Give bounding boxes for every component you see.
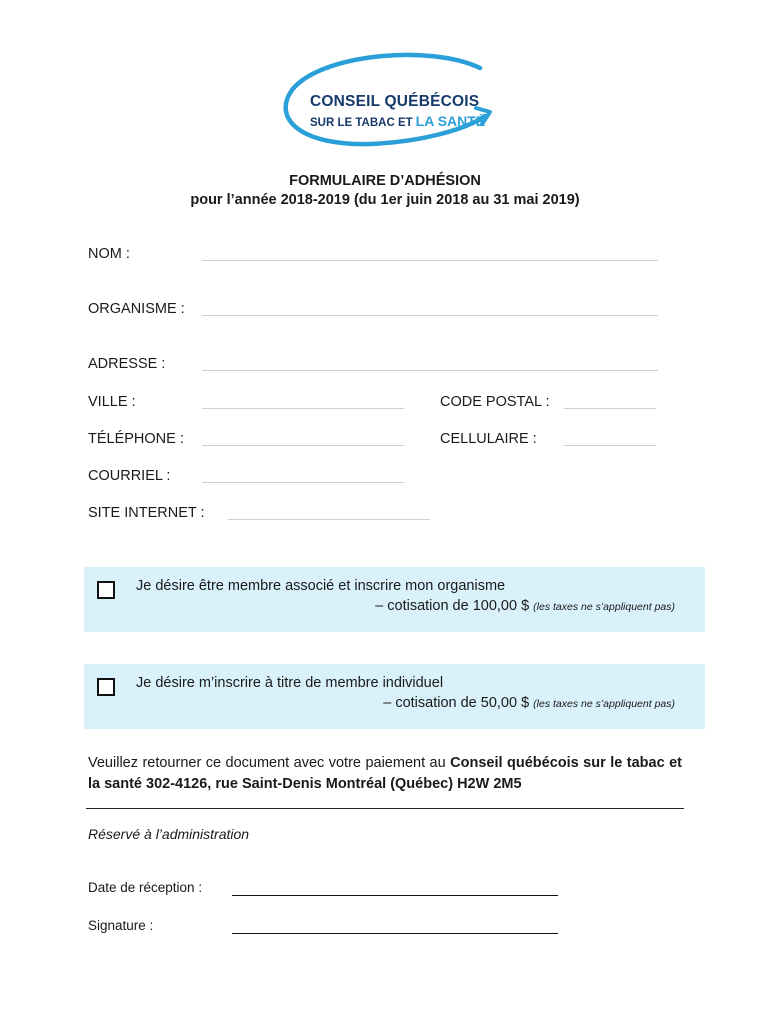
form-title: FORMULAIRE D’ADHÉSION bbox=[289, 173, 481, 189]
fee-note-associe: (les taxes ne s’appliquent pas) bbox=[533, 601, 675, 613]
checkbox-associe[interactable] bbox=[97, 581, 115, 599]
return-notice bbox=[88, 753, 682, 795]
option-fee-associe bbox=[375, 598, 675, 614]
telephone-label: TÉLÉPHONE : bbox=[88, 431, 184, 447]
organisme-label: ORGANISME : bbox=[88, 301, 185, 317]
code-postal-label: CODE POSTAL : bbox=[440, 394, 550, 410]
courriel-label: COURRIEL : bbox=[88, 468, 171, 484]
option-panel-associe bbox=[84, 567, 705, 632]
option-fee-individuel bbox=[383, 695, 675, 711]
option-label-individuel: Je désire m’inscrire à titre de membre individuel bbox=[136, 675, 444, 691]
telephone-field[interactable] bbox=[202, 445, 404, 446]
ville-label: VILLE : bbox=[88, 394, 136, 410]
courriel-field[interactable] bbox=[202, 482, 404, 483]
ville-field[interactable] bbox=[202, 408, 404, 409]
site-internet-field[interactable] bbox=[228, 519, 430, 520]
return-notice-address: Conseil québécois sur le tabac et la santé 302-4126, rue Saint-Denis Montréal (Québec) H2W 2M5 bbox=[88, 755, 682, 792]
code-postal-field[interactable] bbox=[564, 408, 656, 409]
adresse-label: ADRESSE : bbox=[88, 356, 166, 372]
adresse-field[interactable] bbox=[202, 370, 658, 371]
fee-note-individuel: (les taxes ne s’appliquent pas) bbox=[533, 698, 675, 710]
nom-label: NOM : bbox=[88, 246, 130, 262]
return-notice-text: Veuillez retourner ce document avec votre paiement au bbox=[88, 755, 451, 771]
section-divider bbox=[86, 808, 684, 809]
option-panel-individuel bbox=[84, 664, 705, 729]
site-internet-label: SITE INTERNET : bbox=[88, 505, 205, 521]
cellulaire-label: CELLULAIRE : bbox=[440, 431, 537, 447]
cellulaire-field[interactable] bbox=[564, 445, 656, 446]
logo-text-accent: LA SANTÉ bbox=[415, 113, 486, 129]
option-label-associe: Je désire être membre associé et inscrire mon organisme bbox=[136, 578, 506, 594]
checkbox-individuel[interactable] bbox=[97, 678, 115, 696]
form-subtitle: pour l’année 2018-2019 (du 1er juin 2018 au 31 mai 2019) bbox=[190, 192, 580, 208]
organisme-field[interactable] bbox=[202, 315, 658, 316]
date-reception-field[interactable] bbox=[232, 895, 558, 896]
signature-field[interactable] bbox=[232, 933, 558, 934]
logo bbox=[280, 50, 510, 160]
logo-text-line2 bbox=[310, 113, 485, 129]
fee-amount-individuel: – cotisation de 50,00 $ bbox=[383, 695, 530, 711]
nom-field[interactable] bbox=[202, 260, 658, 261]
logo-text-line1: CONSEIL QUÉBÉCOIS bbox=[310, 93, 480, 110]
signature-label: Signature : bbox=[88, 918, 154, 933]
date-reception-label: Date de réception : bbox=[88, 880, 203, 895]
admin-heading: Réservé à l’administration bbox=[88, 826, 250, 842]
logo-text-prefix: SUR LE TABAC ET bbox=[310, 117, 413, 129]
fee-amount-associe: – cotisation de 100,00 $ bbox=[375, 598, 530, 614]
